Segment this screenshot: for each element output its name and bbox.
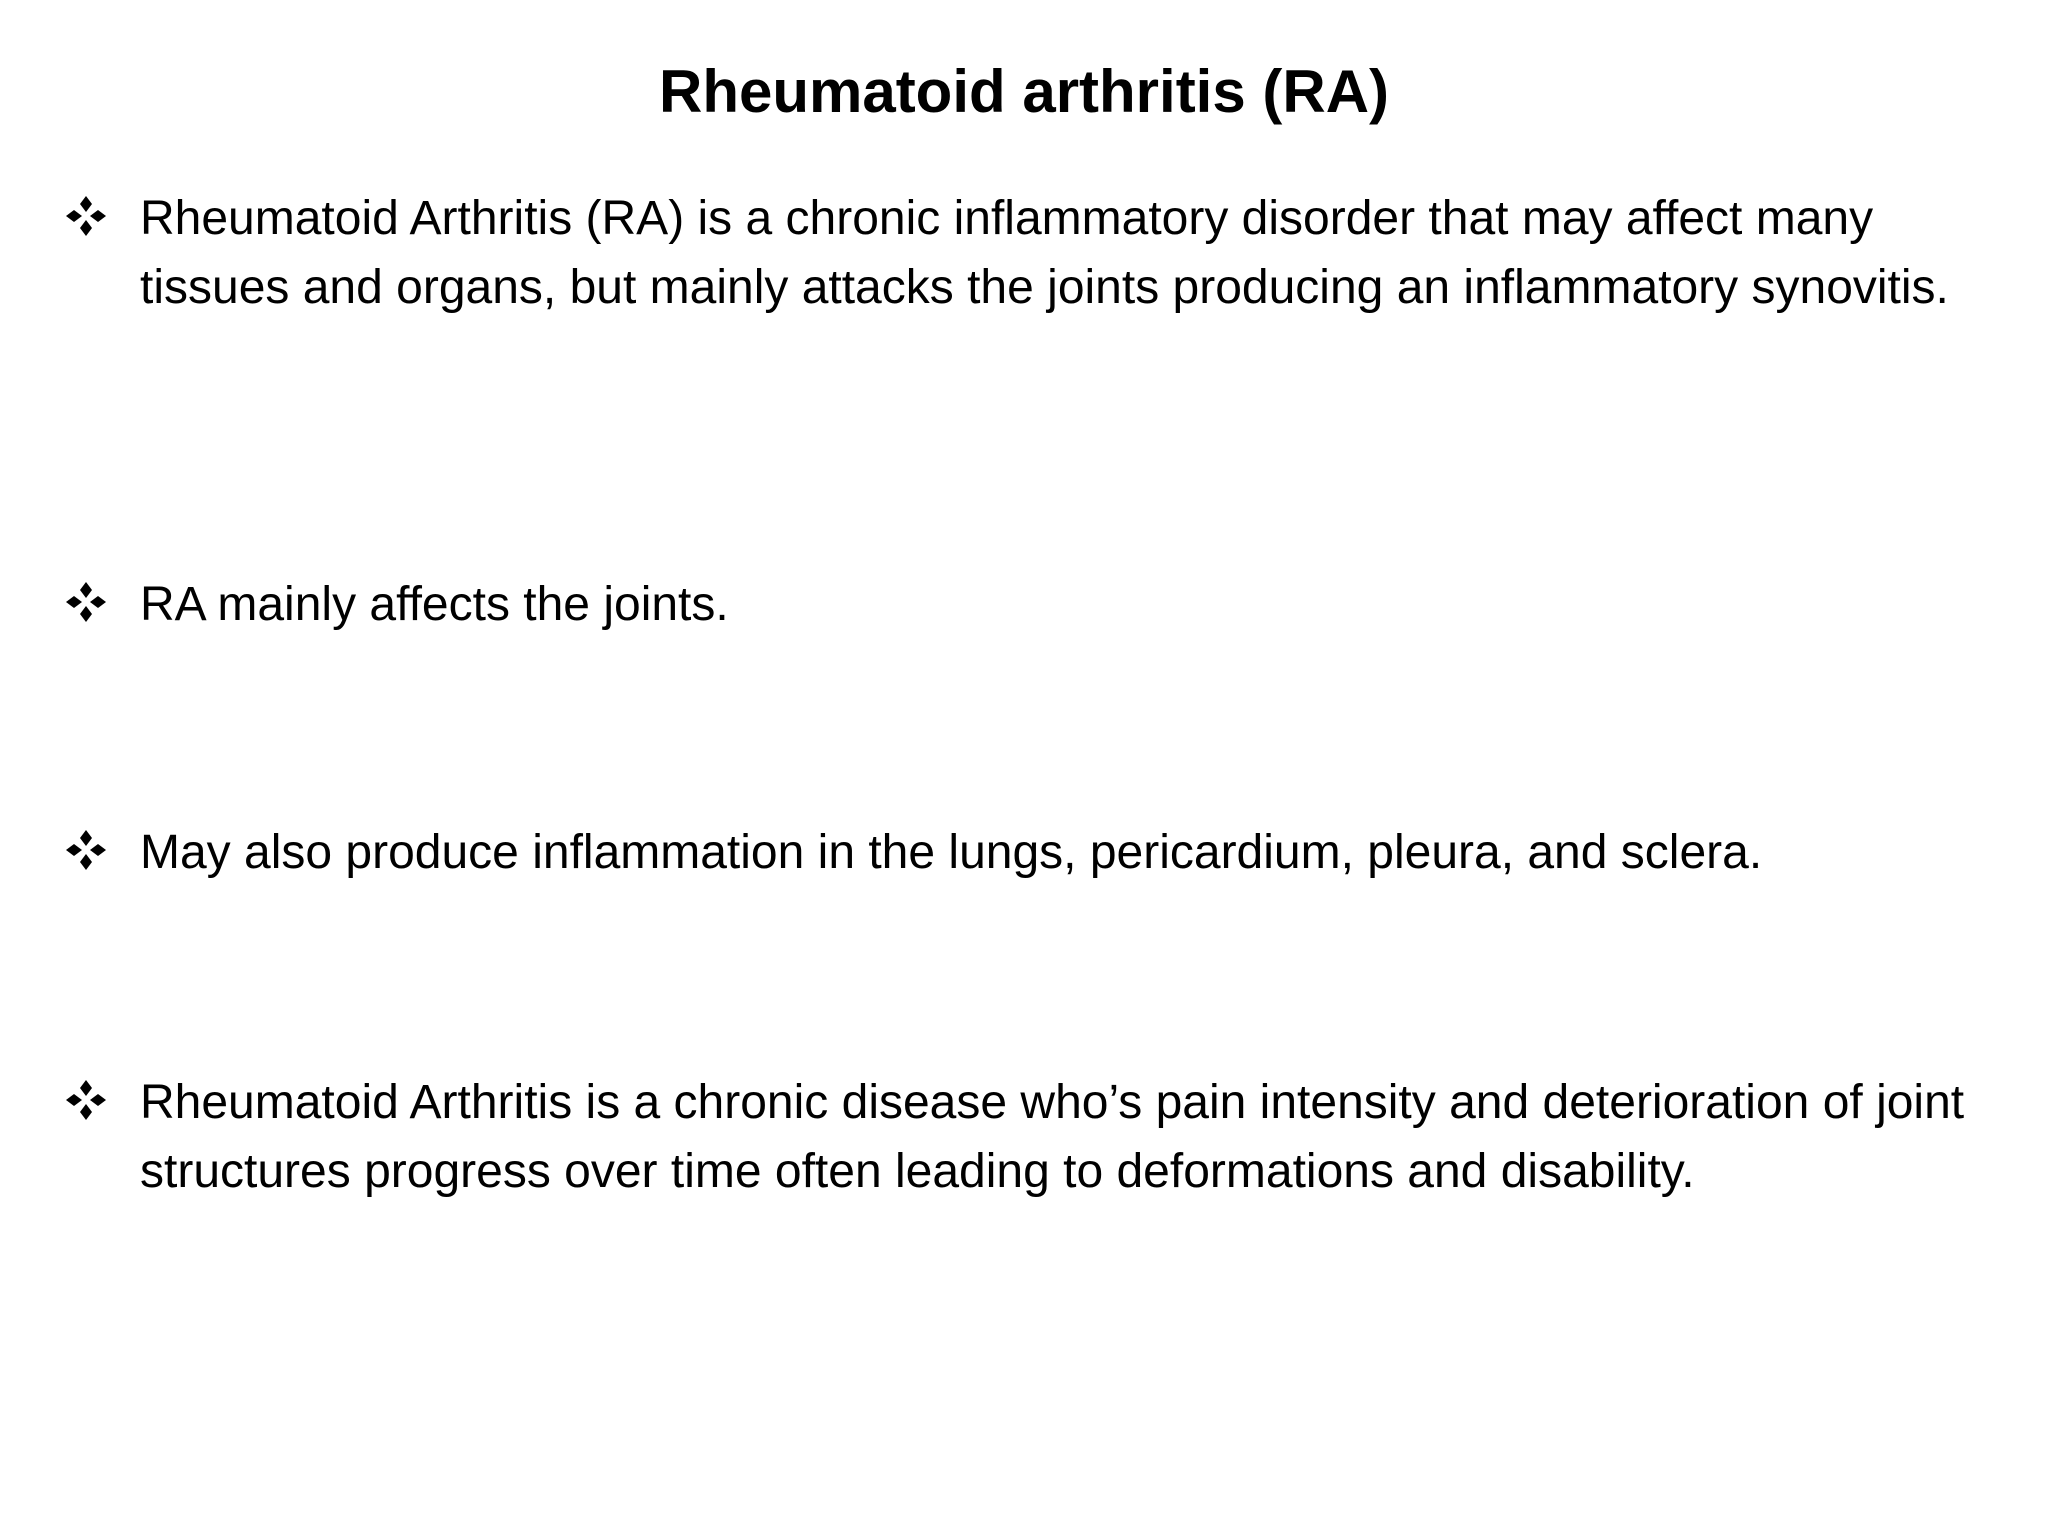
four-diamond-bullet-icon <box>62 578 110 626</box>
bullet-text: Rheumatoid Arthritis (RA) is a chronic inflammatory disorder that may affect many tissues and organs, but mainly attacks the joints producing an inflammatory synovitis. <box>140 192 1949 314</box>
four-diamond-bullet-icon <box>62 826 110 874</box>
four-diamond-bullet-icon <box>62 192 110 240</box>
bullet-text: Rheumatoid Arthritis is a chronic disease who’s pain intensity and deterioration of joint structures progress over time often leading to deformations and disability. <box>140 1076 1965 1198</box>
slide-title: Rheumatoid arthritis (RA) <box>658 58 1390 125</box>
bullet-text: RA mainly affects the joints. <box>140 578 729 631</box>
bullet-text: May also produce inflammation in the lungs, pericardium, pleura, and sclera. <box>140 826 1763 879</box>
four-diamond-bullet-icon <box>62 1076 110 1124</box>
